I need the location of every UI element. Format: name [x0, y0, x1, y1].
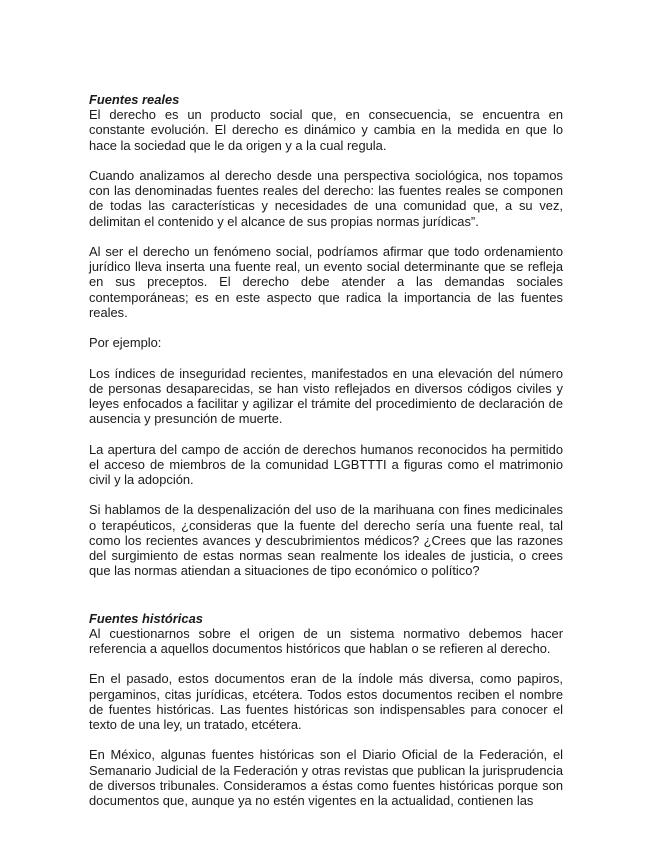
paragraph: Los índices de inseguridad recientes, manifestados en una elevación del número de personas desaparecidas, se han visto reflejados en diversos códigos civiles y leyes enfocados a facilitar y agilizar el trámite del procedimiento de declaración de ausencia y presunción de muerte.: [89, 365, 563, 427]
paragraph: Por ejemplo:: [89, 335, 162, 351]
paragraph: La apertura del campo de acción de derechos humanos reconocidos ha permitido el acceso de miembros de la comunidad LGBTTTI a figuras como el matrimonio civil y la adopción.: [89, 441, 563, 487]
section-heading: Fuentes históricas: [89, 610, 203, 626]
paragraph: Si hablamos de la despenalización del uso de la marihuana con fines medicinales o terapéuticos, ¿consideras que la fuente del derecho sería una fuente real, tal como los recientes avances y descubrimientos médicos? ¿Crees que las razones del surgimiento de estas normas sean realmente los ideales de justicia, o crees que las normas atiendan a situaciones de tipo económico o político?: [89, 502, 563, 579]
paragraph: En México, algunas fuentes históricas son el Diario Oficial de la Federación, el Semanario Judicial de la Federación y otras revistas que publican la jurisprudencia de diversos tribunales. Consideramos a éstas como fuentes históricas porque son documentos que, aunque ya no estén vigentes en la actualidad, contienen las: [89, 747, 563, 808]
paragraph: El derecho es un producto social que, en consecuencia, se encuentra en constante evolución. El derecho es dinámico y cambia en la medida en que lo hace la sociedad que le da origen y a la cual regula.: [89, 107, 563, 153]
section-fuentes-historicas: [89, 611, 563, 809]
document-page: [89, 92, 563, 808]
paragraph: Al ser el derecho un fenómeno social, podríamos afirmar que todo ordenamiento jurídico lleva inserta una fuente real, un evento social determinante que se refleja en sus preceptos. El derecho debe atender a las demandas sociales contemporáneas; es en este aspecto que radica la importancia de las fuentes reales.: [89, 244, 563, 320]
paragraph: Al cuestionarnos sobre el origen de un sistema normativo debemos hacer referencia a aquellos documentos históricos que hablan o se refieren al derecho.: [89, 625, 563, 656]
section-heading: Fuentes reales: [89, 92, 180, 107]
section-spacer: [89, 594, 563, 611]
section-fuentes-reales: [89, 92, 563, 578]
paragraph: Cuando analizamos al derecho desde una perspectiva sociológica, nos topamos con las denominadas fuentes reales del derecho: las fuentes reales se componen de todas las características y necesidades de una comunidad que, a su vez, delimitan el contenido y el alcance de sus propias normas jurídicas”.: [89, 168, 563, 229]
paragraph: En el pasado, estos documentos eran de la índole más diversa, como papiros, pergaminos, citas jurídicas, etcétera. Todos estos documentos reciben el nombre de fuentes históricas. Las fuentes históricas son indispensables para conocer el texto de una ley, un tratado, etcétera.: [89, 671, 563, 732]
